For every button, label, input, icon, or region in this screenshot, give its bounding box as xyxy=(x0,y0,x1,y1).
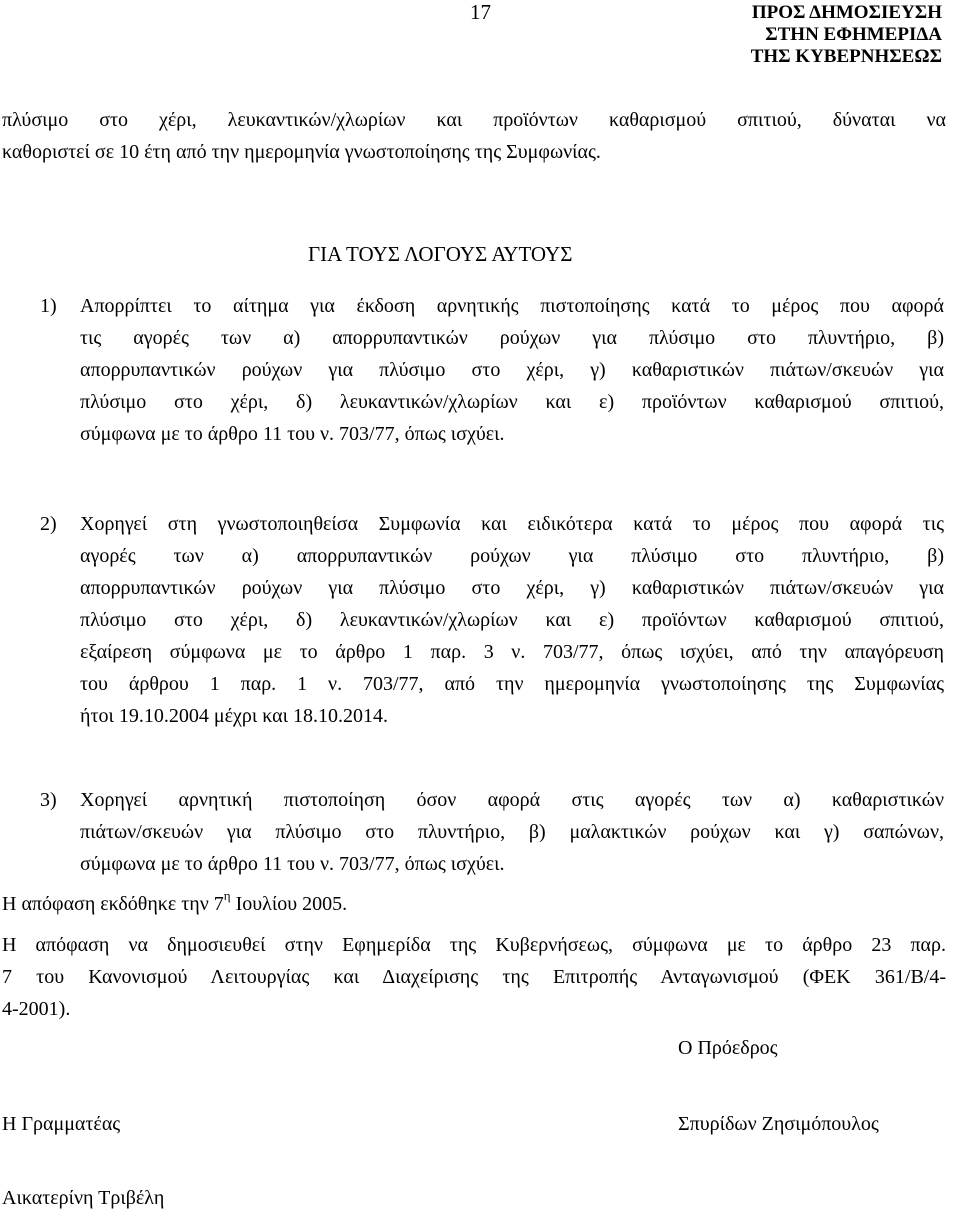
item-line: πλύσιμο στο χέρι, δ) λευκαντικών/χλωρίων και ε) προϊόντων καθαρισμού σπιτιού, xyxy=(80,391,944,413)
item-1-paragraph xyxy=(80,290,944,450)
secretary-name: Αικατερίνη Τριβέλη xyxy=(2,1187,165,1209)
item-line: σύμφωνα με το άρθρο 11 του ν. 703/77, όπως ισχύει. xyxy=(80,853,505,875)
intro-line: καθοριστεί σε 10 έτη από την ημερομηνία γνωστοποίησης της Συμφωνίας. xyxy=(2,141,601,163)
intro-line: πλύσιμο στο χέρι, λευκαντικών/χλωρίων και προϊόντων καθαρισμού σπιτιού, δύναται να xyxy=(2,109,946,131)
section-heading: ΓΙΑ ΤΟΥΣ ΛΟΓΟΥΣ ΑΥΤΟΥΣ xyxy=(308,242,573,266)
president-name: Σπυρίδων Ζησιμόπουλος xyxy=(678,1113,879,1135)
publication-note-line: ΣΤΗΝ ΕΦΗΜΕΡΙΔΑ xyxy=(765,24,942,45)
item-line: τις αγορές των α) απορρυπαντικών ρούχων για πλύσιμο στο πλυντήριο, β) xyxy=(80,327,944,349)
item-number: 3) xyxy=(40,789,57,811)
item-line: πλύσιμο στο χέρι, δ) λευκαντικών/χλωρίων και ε) προϊόντων καθαρισμού σπιτιού, xyxy=(80,609,944,631)
item-line: Χορηγεί αρνητική πιστοποίηση όσον αφορά στις αγορές των α) καθαριστικών xyxy=(80,789,944,811)
item-line: Απορρίπτει το αίτημα για έκδοση αρνητικής πιστοποίησης κατά το μέρος που αφορά xyxy=(80,295,944,317)
publication-order-line: 7 του Κανονισμού Λειτουργίας και Διαχείρισης της Επιτροπής Ανταγωνισμού (ΦΕΚ 361/Β/4- xyxy=(2,966,946,988)
item-line: σύμφωνα με το άρθρο 11 του ν. 703/77, όπως ισχύει. xyxy=(80,423,505,445)
publication-order-line: 4-2001). xyxy=(2,998,71,1020)
decision-date xyxy=(2,888,348,915)
item-line: απορρυπαντικών ρούχων για πλύσιμο στο χέρι, γ) καθαριστικών πιάτων/σκευών για xyxy=(80,359,944,381)
item-3-paragraph xyxy=(80,784,944,880)
publication-note xyxy=(751,2,942,68)
item-number: 1) xyxy=(40,295,57,317)
item-line: Χορηγεί στη γνωστοποιηθείσα Συμφωνία και ειδικότερα κατά το μέρος που αφορά τις xyxy=(80,513,944,535)
publication-order xyxy=(2,929,946,1025)
president-title: Ο Πρόεδρος xyxy=(678,1037,778,1059)
item-2-paragraph xyxy=(80,508,944,732)
page-number: 17 xyxy=(470,0,491,24)
item-line: εξαίρεση σύμφωνα με το άρθρο 1 παρ. 3 ν. 703/77, όπως ισχύει, από την απαγόρευση xyxy=(80,641,944,663)
secretary-title: Η Γραμματέας xyxy=(2,1113,121,1135)
item-line: αγορές των α) απορρυπαντικών ρούχων για πλύσιμο στο πλυντήριο, β) xyxy=(80,545,944,567)
decision-date-superscript: η xyxy=(223,888,231,903)
publication-note-line: ΤΗΣ ΚΥΒΕΡΝΗΣΕΩΣ xyxy=(750,46,942,67)
publication-order-line: Η απόφαση να δημοσιευθεί στην Εφημερίδα της Κυβερνήσεως, σύμφωνα με το άρθρο 23 παρ. xyxy=(2,934,946,956)
item-line: απορρυπαντικών ρούχων για πλύσιμο στο χέρι, γ) καθαριστικών πιάτων/σκευών για xyxy=(80,577,944,599)
publication-note-line: ΠΡΟΣ ΔΗΜΟΣΙΕΥΣΗ xyxy=(751,2,942,23)
decision-date-text: Η απόφαση εκδόθηκε την 7 xyxy=(2,893,224,915)
decision-date-text-end: Ιουλίου 2005. xyxy=(230,893,348,915)
intro-paragraph xyxy=(2,104,946,168)
item-line: του άρθρου 1 παρ. 1 ν. 703/77, από την ημερομηνία γνωστοποίησης της Συμφωνίας xyxy=(80,673,944,695)
item-line: πιάτων/σκευών για πλύσιμο στο πλυντήριο, β) μαλακτικών ρούχων και γ) σαπώνων, xyxy=(80,821,944,843)
item-line: ήτοι 19.10.2004 μέχρι και 18.10.2014. xyxy=(80,705,388,727)
item-number: 2) xyxy=(40,513,57,535)
